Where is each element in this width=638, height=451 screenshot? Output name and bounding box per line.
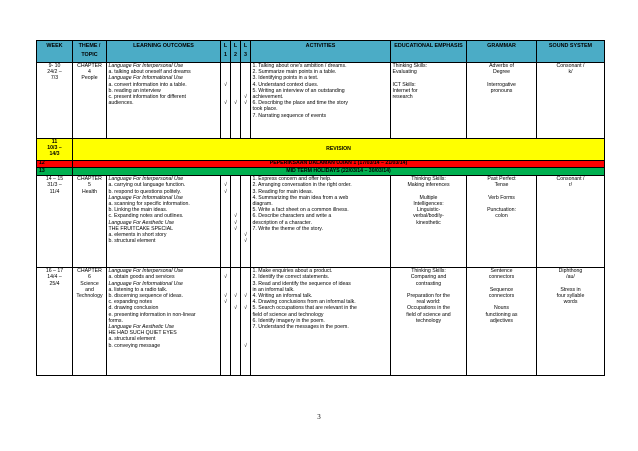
- outcomes-line: a. elements in short story: [108, 232, 167, 239]
- theme-line: CHAPTER: [77, 63, 102, 69]
- theme-line: Technology: [76, 293, 103, 299]
- emphasis-line: verbal/bodily-: [413, 213, 444, 220]
- holidays-week-cell: 13: [37, 168, 73, 176]
- sound-line: Diphthong: [558, 268, 583, 275]
- activities-line: 7. Write the theme of the story.: [252, 225, 323, 232]
- emphasis-line: Internet for: [392, 87, 418, 94]
- activities-cell: [251, 175, 391, 267]
- theme-line: CHAPTER: [77, 268, 102, 275]
- activities-line: 4. Summarizing the main idea from a web: [252, 194, 349, 201]
- grammar-line: Degree: [492, 69, 510, 76]
- l3-line: √: [244, 100, 247, 107]
- l3-line: √: [244, 305, 247, 312]
- holidays-label: MID TERM HOLIDAYS (22/03/14 – 30/03/14): [73, 168, 605, 176]
- header-l1: L 1: [221, 41, 231, 63]
- outcomes-line: c. present information for different: [108, 94, 186, 101]
- activities-cell: [251, 62, 391, 138]
- l1-line: [223, 238, 229, 244]
- activities-line: 1. Express concern and offer help.: [252, 176, 332, 183]
- outcomes-line: Language For Interpersonal Use: [108, 176, 184, 183]
- exam-label: PEPERIKSAAN DALAMAN UJIAN 1 (17/03/14 – 21/03/14): [73, 160, 605, 168]
- emphasis-line: Evaluating: [392, 69, 417, 76]
- activities-line: achievement.: [252, 94, 284, 101]
- week-line: 11/4: [49, 188, 60, 195]
- week-line: 31/3 –: [47, 182, 62, 189]
- emphasis-line: Thinking Skills:: [411, 176, 446, 183]
- l1-line: √: [224, 188, 227, 195]
- sound-line: Stress in: [560, 286, 581, 293]
- emphasis-cell: [391, 62, 467, 138]
- l1-line: √: [224, 182, 227, 189]
- l1-line: √: [224, 293, 227, 299]
- l1-tick-cell: [221, 62, 231, 138]
- emphasis-line: field of science and: [406, 311, 451, 318]
- emphasis-line: contrasting: [415, 280, 442, 287]
- outcomes-line: b. structural element: [108, 238, 156, 245]
- outcomes-line: b. respond to questions politely.: [108, 188, 182, 195]
- activities-line: 5. Writing an interview of an outstanding: [252, 87, 345, 94]
- grammar-line: functioning as: [485, 311, 518, 318]
- l3-line: √: [244, 342, 247, 349]
- emphasis-line: real world:: [416, 299, 441, 306]
- theme-cell: [73, 267, 107, 375]
- activities-line: 7. Understand the messages in the poem.: [252, 324, 349, 331]
- grammar-line: colon: [495, 213, 508, 220]
- header-grammar: GRAMMAR: [467, 41, 537, 63]
- grammar-cell: [467, 175, 537, 267]
- theme-line: 4: [88, 69, 91, 76]
- activities-line: 1. Make enquiries about a product.: [252, 268, 333, 275]
- sound-line: Consonant /: [556, 63, 585, 69]
- emphasis-line: Occupations in the: [407, 305, 450, 312]
- emphasis-line: Intelligences:: [413, 201, 444, 207]
- activities-cell: [251, 267, 391, 375]
- emphasis-line: Thinking Skills:: [392, 63, 428, 69]
- l3-tick-cell: [241, 62, 251, 138]
- theme-cell: [73, 62, 107, 138]
- grammar-line: Past Perfect: [487, 176, 516, 183]
- l3-line: √: [244, 293, 247, 299]
- outcomes-line: audiences.: [108, 100, 134, 107]
- l2-line: √: [234, 305, 237, 312]
- outcomes-cell: [107, 267, 221, 375]
- revision-week-line: 14/3: [49, 151, 60, 158]
- l2-line: √: [234, 100, 237, 107]
- emphasis-line: Linguistic-: [416, 207, 441, 214]
- l1-line: √: [224, 274, 227, 281]
- sound-line: Consonant /: [556, 176, 585, 183]
- outcomes-line: b. conveying message: [108, 342, 161, 349]
- revision-row: [37, 138, 605, 160]
- l1-line: √: [224, 81, 227, 88]
- outcomes-line: a. convert information into a table.: [108, 81, 187, 88]
- outcomes-line: Language For Informational Use: [108, 75, 183, 82]
- emphasis-line: Making inferences: [407, 182, 450, 189]
- grammar-line: connectors: [488, 293, 515, 299]
- theme-line: 5: [88, 182, 91, 189]
- theme-cell: [73, 175, 107, 267]
- l1-line: [223, 343, 229, 349]
- sound-line: four syllable: [556, 293, 585, 299]
- outcomes-line: e. presenting information in non-linear: [108, 311, 196, 318]
- activities-line: 6. Describe characters and write a: [252, 213, 332, 220]
- activities-line: field of science and technology: [252, 311, 324, 318]
- sound-cell: [537, 175, 605, 267]
- l3-line: √: [244, 94, 247, 101]
- outcomes-line: b. discerning sequence of ideas.: [108, 293, 183, 299]
- grammar-line: Nouns: [494, 305, 509, 312]
- sound-line: words: [563, 299, 578, 306]
- holidays-row: [37, 168, 605, 176]
- header-educational-emphasis: EDUCATIONAL EMPHASIS: [391, 41, 467, 63]
- l2-line: √: [234, 225, 237, 232]
- l3-line: √: [244, 238, 247, 245]
- l1-line: √: [224, 100, 227, 107]
- sound-line: /au/: [566, 274, 575, 281]
- activities-line: 4. Drawing conclusions from an informal talk.: [252, 299, 356, 306]
- outcomes-line: c. Expanding notes and outlines.: [108, 213, 184, 220]
- l2-line: √: [234, 213, 237, 220]
- sound-cell: [537, 62, 605, 138]
- l3-line: √: [244, 232, 247, 239]
- outcomes-line: a. obtain goods and services: [108, 274, 175, 281]
- sound-cell: [537, 267, 605, 375]
- emphasis-cell: [391, 267, 467, 375]
- week-line: 14 – 15: [45, 176, 64, 183]
- theme-line: 6: [88, 274, 91, 281]
- grammar-line: connectors: [488, 274, 515, 281]
- page-number: 3: [317, 413, 321, 421]
- outcomes-line: b. Linking the main ideas.: [108, 207, 168, 214]
- outcomes-line: Language For Interpersonal Use: [108, 268, 184, 275]
- activities-line: 2. Arranging conversation in the right order.: [252, 182, 352, 189]
- theme-line: CHAPTER: [77, 176, 102, 183]
- theme-line: Science: [80, 280, 99, 287]
- activities-line: diagram.: [252, 201, 273, 207]
- outcomes-line: c. expanding notes: [108, 299, 153, 306]
- emphasis-line: Thinking Skills:: [411, 268, 446, 275]
- scheme-of-work-table: [36, 40, 605, 376]
- header-activities: ACTIVITIES: [251, 41, 391, 63]
- exam-row: [37, 160, 605, 168]
- week-cell: [37, 62, 73, 138]
- emphasis-line: technology: [415, 317, 442, 324]
- week-line: 7/3: [50, 75, 59, 82]
- l2-tick-cell: [231, 267, 241, 375]
- activities-line: 6. Identify imagery in the poem.: [252, 317, 325, 324]
- outcomes-line: a. scanning for specific information.: [108, 201, 190, 207]
- emphasis-cell: [391, 175, 467, 267]
- activities-line: 3. Read and identify the sequence of ideas: [252, 280, 351, 287]
- week-line: 25/4: [49, 280, 60, 287]
- outcomes-line: HE HAD SUCH QUIET EYES: [108, 330, 177, 337]
- revision-label: REVISION: [73, 138, 605, 160]
- activities-line: 3. Identifying points in a text.: [252, 75, 319, 82]
- outcomes-cell: [107, 175, 221, 267]
- grammar-line: Verb Forms: [488, 194, 515, 201]
- exam-week-cell: 12: [37, 160, 73, 168]
- emphasis-line: Multiple: [419, 194, 438, 201]
- table-row-chapter-4: [37, 62, 605, 138]
- header-learning-outcomes: LEARNING OUTCOMES: [107, 41, 221, 63]
- header-theme-topic: THEME / TOPIC: [73, 41, 107, 63]
- week-line: 14/4 –: [47, 274, 62, 281]
- activities-line: in an informal talk.: [252, 286, 295, 293]
- week-cell: [37, 267, 73, 375]
- l3-tick-cell: [241, 267, 251, 375]
- week-line: 9- 10: [48, 63, 61, 69]
- activities-line: 3. Reading for main ideas.: [252, 188, 314, 195]
- sound-line: k/: [568, 69, 573, 76]
- activities-line: 5. Search occupations that are relevant in the: [252, 305, 357, 312]
- grammar-line: Interrogative: [487, 81, 516, 88]
- theme-line: People: [81, 75, 98, 82]
- l1-tick-cell: [221, 267, 231, 375]
- l2-line: [233, 238, 239, 244]
- outcomes-line: a. listening to a radio talk.: [108, 286, 168, 293]
- week-cell: [37, 175, 73, 267]
- revision-week-cell: [37, 138, 73, 160]
- l2-line: [233, 343, 239, 349]
- outcomes-line: a. talking about oneself and dreams: [108, 69, 191, 76]
- outcomes-line: Language For Aesthetic Use: [108, 219, 175, 226]
- outcomes-line: Language For Interpersonal Use: [108, 63, 184, 69]
- l1-line: √: [224, 299, 227, 306]
- emphasis-line: Preparation for the: [407, 293, 450, 299]
- l3-tick-cell: [241, 175, 251, 267]
- activities-line: 2. Summarize main points in a table.: [252, 69, 337, 76]
- activities-line: 4. Understand context clues.: [252, 81, 319, 88]
- theme-line: Health: [82, 188, 97, 195]
- week-line: 24/2 –: [47, 69, 62, 76]
- grammar-line: Punctuation:: [487, 207, 516, 214]
- header-row: [37, 41, 605, 63]
- grammar-line: Sentence: [490, 268, 513, 275]
- activities-line: 4. Writing an informal talk.: [252, 293, 313, 299]
- activities-line: 5. Write a fact sheet on a common illness.: [252, 207, 349, 214]
- activities-line: 6. Describing the place and time the story: [252, 100, 348, 107]
- table-row-chapter-6: [37, 267, 605, 375]
- grammar-cell: [467, 62, 537, 138]
- emphasis-line: research: [392, 94, 413, 101]
- grammar-line: Sequence: [489, 286, 514, 293]
- l2-line: √: [234, 219, 237, 226]
- outcomes-line: Language For Informational Use: [108, 194, 183, 201]
- outcomes-line: Language For Informational Use: [108, 280, 183, 287]
- activities-line: 2. Identify the correct statements.: [252, 274, 330, 281]
- l1-tick-cell: [221, 175, 231, 267]
- activities-line: description of a character.: [252, 219, 312, 226]
- outcomes-line: b. reading an interview: [108, 87, 161, 94]
- header-l2: L 2: [231, 41, 241, 63]
- emphasis-line: kinesthetic: [416, 219, 441, 226]
- sound-line: r/: [568, 182, 573, 189]
- activities-line: took place.: [252, 106, 278, 113]
- header-week: WEEK: [37, 41, 73, 63]
- activities-line: 1. Talking about one's ambition / dreams.: [252, 63, 347, 69]
- outcomes-cell: [107, 62, 221, 138]
- outcomes-line: forms.: [108, 317, 123, 324]
- outcomes-line: a. structural element: [108, 336, 156, 343]
- outcomes-line: a. carrying out language function.: [108, 182, 186, 189]
- activities-line: 7. Narrating sequence of events: [252, 112, 327, 119]
- grammar-line: adjectives: [489, 317, 514, 324]
- grammar-line: Adverbs of: [489, 63, 514, 69]
- l2-tick-cell: [231, 175, 241, 267]
- header-l3: L 3: [241, 41, 251, 63]
- theme-line: and: [85, 286, 94, 293]
- emphasis-line: Comparing and: [410, 274, 447, 281]
- header-sound-system: SOUND SYSTEM: [537, 41, 605, 63]
- outcomes-line: Language For Aesthetic Use: [108, 324, 175, 331]
- revision-week-line: 11: [51, 139, 58, 145]
- outcomes-line: THE FRUITCAKE SPECIAL: [108, 225, 174, 232]
- grammar-line: Tense: [494, 182, 509, 189]
- week-line: 16 – 17: [45, 268, 64, 275]
- l2-line: √: [234, 293, 237, 299]
- table-row-chapter-5: [37, 175, 605, 267]
- revision-week-line: 10/3 –: [47, 145, 62, 152]
- outcomes-line: d. drawing conclusion: [108, 305, 159, 312]
- grammar-cell: [467, 267, 537, 375]
- l2-tick-cell: [231, 62, 241, 138]
- grammar-line: pronouns: [490, 87, 513, 94]
- emphasis-line: ICT Skills:: [392, 81, 416, 88]
